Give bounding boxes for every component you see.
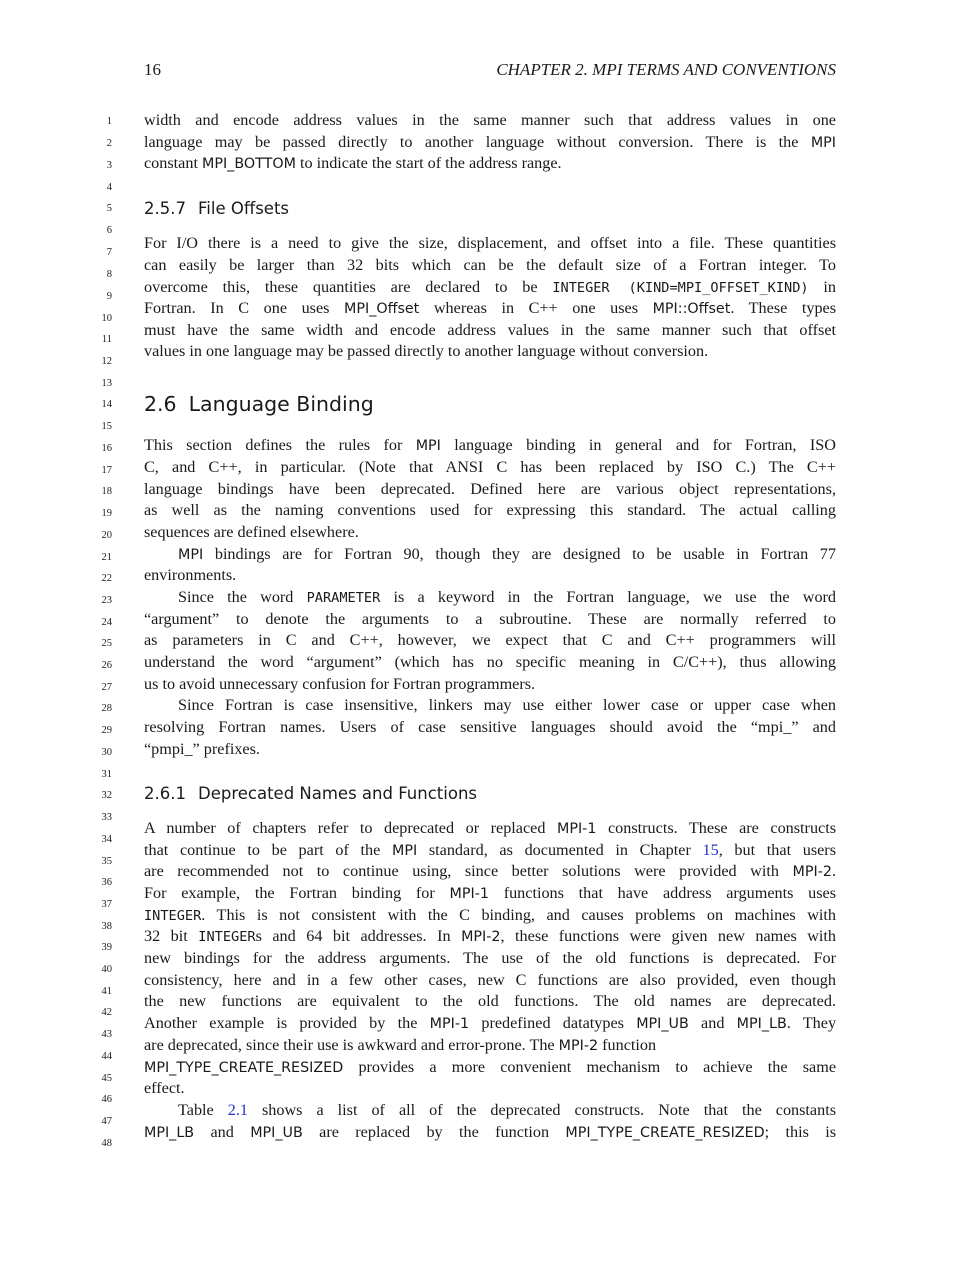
line-number: 35 xyxy=(101,856,112,867)
text-line: resolving Fortran names. Users of case sensitive languages should avoid the “mpi_” and xyxy=(144,718,836,736)
line-number: 10 xyxy=(101,313,112,324)
line-number: 19 xyxy=(101,508,112,519)
line-number: 41 xyxy=(101,986,112,997)
text-line: 32 bit INTEGERs and 64 bit addresses. In MPI-2, these functions were given new names with xyxy=(144,927,837,945)
line-number: 39 xyxy=(101,942,112,953)
text-line: INTEGER. This is not consistent with the C binding, and causes problems on machines with xyxy=(144,906,836,924)
line-number: 5 xyxy=(106,203,112,214)
line-number: 32 xyxy=(101,790,112,801)
line-number: 18 xyxy=(101,486,112,497)
text-line: C, and C++, in particular. (Note that ANSI C has been replaced by ISO C.) The C++ xyxy=(144,458,836,476)
text-line: must have the same width and encode address values in the same manner such that offset xyxy=(144,321,836,339)
line-number: 33 xyxy=(101,812,112,823)
line-number: 43 xyxy=(101,1029,112,1040)
text-line: This section defines the rules for MPI language binding in general and for Fortran, ISO xyxy=(144,436,837,454)
line-number: 31 xyxy=(101,769,112,780)
line-number: 25 xyxy=(101,638,112,649)
line-number: 44 xyxy=(101,1051,112,1062)
text-line: “pmpi_” prefixes. xyxy=(144,740,260,758)
line-number: 12 xyxy=(101,356,112,367)
line-number: 20 xyxy=(101,530,112,541)
text-line: MPI_TYPE_CREATE_RESIZED provides a more convenient mechanism to achieve the same xyxy=(144,1058,837,1076)
line-number: 14 xyxy=(101,399,112,410)
table-2-1-link[interactable]: 2.1 xyxy=(227,1101,248,1119)
text-line: environments. xyxy=(144,566,237,584)
line-number: 28 xyxy=(101,703,112,714)
section-heading-2-6: 2.6 Language Binding xyxy=(144,392,374,416)
line-number: 22 xyxy=(101,573,112,584)
text-line: the new functions are equivalent to the old functions. The old names are deprecated. xyxy=(144,992,836,1010)
text-line: Since the word PARAMETER is a keyword in the Fortran language, we use the word xyxy=(178,588,837,606)
text-line: language may be passed directly to another language without conversion. There is the MPI xyxy=(144,133,837,151)
text-line: effect. xyxy=(144,1079,185,1097)
line-number: 1 xyxy=(106,116,112,127)
text-line: MPI bindings are for Fortran 90, though they are designed to be usable in Fortran 77 xyxy=(178,545,836,563)
text-line: For I/O there is a need to give the size, displacement, and offset into a file. These quantities xyxy=(144,234,836,252)
chapter-15-link[interactable]: 15 xyxy=(702,841,719,859)
line-number: 4 xyxy=(106,182,112,193)
line-number: 36 xyxy=(101,877,112,888)
line-number: 7 xyxy=(106,247,112,258)
text-line: as well as the naming conventions used for expressing this standard. The actual calling xyxy=(144,501,836,519)
page-number: 16 xyxy=(144,60,161,79)
line-number: 34 xyxy=(101,834,112,845)
text-line: Fortran. In C one uses MPI_Offset whereas in C++ one uses MPI::Offset. These types xyxy=(144,299,837,317)
line-number: 42 xyxy=(101,1007,112,1018)
line-number: 24 xyxy=(101,617,112,628)
line-number: 6 xyxy=(106,225,112,236)
text-line: as parameters in C and C++, however, we expect that C and C++ programmers will xyxy=(144,631,836,649)
line-number: 16 xyxy=(101,443,112,454)
line-number: 23 xyxy=(101,595,112,606)
text-line: language bindings have been deprecated. Defined here are various object representations, xyxy=(144,480,836,498)
running-head: CHAPTER 2. MPI TERMS AND CONVENTIONS xyxy=(496,60,836,79)
text-line: that continue to be part of the MPI standard, as documented in Chapter 15, but that users xyxy=(144,841,836,859)
line-number: 8 xyxy=(106,269,112,280)
text-line: Since Fortran is case insensitive, linkers may use either lower case or upper case when xyxy=(178,696,836,714)
text-line: Table 2.1 shows a list of all of the deprecated constructs. Note that the constants xyxy=(178,1101,837,1119)
text-line: A number of chapters refer to deprecated or replaced MPI-1 constructs. These are constructs xyxy=(144,819,837,837)
text-line: us to avoid unnecessary confusion for Fortran programmers. xyxy=(144,675,536,693)
text-line: understand the word “argument” (which has no specific meaning in C/C++), thus allowing xyxy=(144,653,836,671)
line-number: 45 xyxy=(101,1073,112,1084)
text-line: sequences are defined elsewhere. xyxy=(144,523,359,541)
line-number: 37 xyxy=(101,899,112,910)
text-line: MPI_LB and MPI_UB are replaced by the function MPI_TYPE_CREATE_RESIZED; this is xyxy=(144,1123,837,1141)
text-line: For example, the Fortran binding for MPI-1 functions that have address arguments uses xyxy=(144,884,836,902)
line-number: 40 xyxy=(101,964,112,975)
text-line: can easily be larger than 32 bits which can be the default size of a Fortran integer. To xyxy=(144,256,836,274)
line-number: 48 xyxy=(101,1138,112,1149)
text-line: are deprecated, since their use is awkward and error-prone. The MPI-2 function xyxy=(144,1036,657,1054)
line-number: 29 xyxy=(101,725,112,736)
line-number: 26 xyxy=(101,660,112,671)
text-line: “argument” to denote the arguments to a subroutine. These are normally referred to xyxy=(144,610,836,628)
text-line: overcome this, these quantities are declared to be INTEGER (KIND=MPI_OFFSET_KIND) in xyxy=(144,278,837,296)
line-number: 47 xyxy=(101,1116,112,1127)
text-line: values in one language may be passed directly to another language without conversion. xyxy=(144,342,709,360)
page-header xyxy=(144,60,836,82)
line-number: 46 xyxy=(101,1094,112,1105)
text-line: width and encode address values in the same manner such that address values in one xyxy=(144,111,836,129)
line-number: 15 xyxy=(101,421,112,432)
text-line: consistency, here and in a few other cases, new C functions are also provided, even though xyxy=(144,971,836,989)
text-line: Another example is provided by the MPI-1 predefined datatypes MPI_UB and MPI_LB. They xyxy=(144,1014,837,1032)
line-number: 9 xyxy=(106,291,112,302)
line-number: 3 xyxy=(106,160,112,171)
text-line: are recommended not to continue using, since better solutions were provided with MPI-2. xyxy=(144,862,837,880)
line-number: 11 xyxy=(101,334,112,345)
line-number: 30 xyxy=(101,747,112,758)
section-heading-2-5-7: 2.5.7 File Offsets xyxy=(144,199,290,218)
line-number: 38 xyxy=(101,921,112,932)
line-number: 17 xyxy=(101,465,112,476)
line-number: 27 xyxy=(101,682,112,693)
text-line: new bindings for the address arguments. The use of the old functions is deprecated. For xyxy=(144,949,836,967)
section-heading-2-6-1: 2.6.1 Deprecated Names and Functions xyxy=(144,784,477,803)
line-number: 2 xyxy=(106,138,112,149)
text-line: constant MPI_BOTTOM to indicate the start of the address range. xyxy=(144,154,562,172)
line-number: 13 xyxy=(101,378,112,389)
line-number: 21 xyxy=(101,552,112,563)
